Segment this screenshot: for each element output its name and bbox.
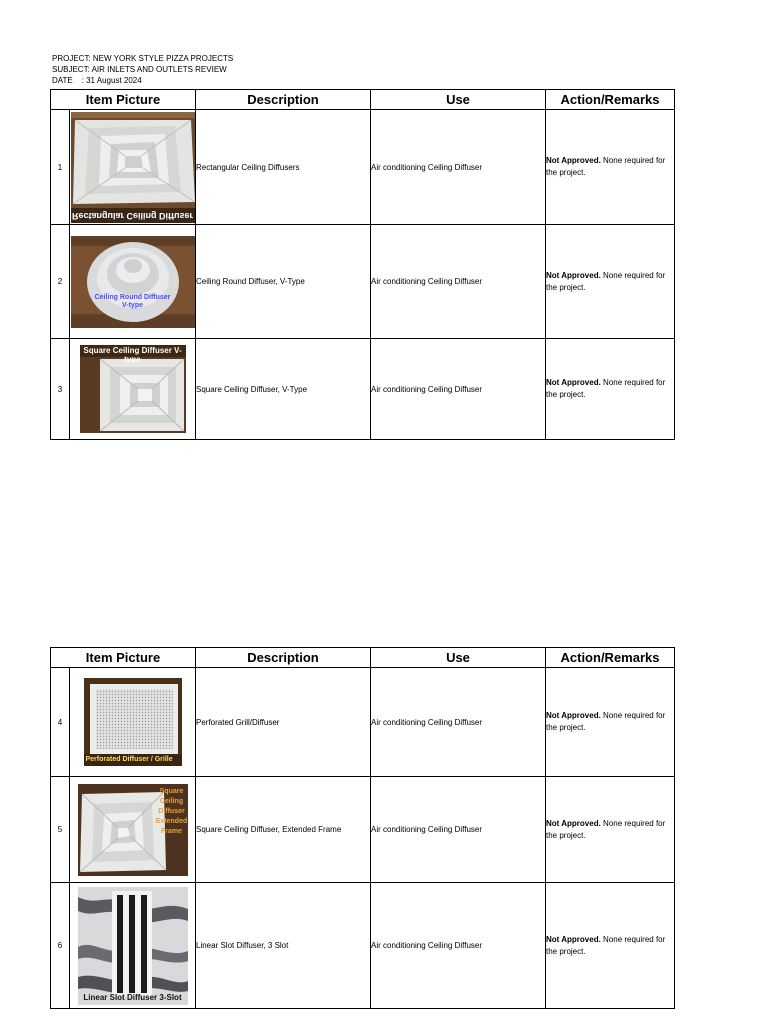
col-header-action: Action/Remarks	[546, 90, 675, 110]
item-description: Square Ceiling Diffuser, Extended Frame	[196, 777, 371, 883]
action-remark: None required for the project.	[546, 934, 666, 956]
item-picture-cell	[70, 339, 196, 440]
item-description: Square Ceiling Diffuser, V-Type	[196, 339, 371, 440]
table-row	[51, 668, 675, 777]
square-diffuser-photo-icon	[80, 345, 186, 433]
item-number: 4	[51, 668, 70, 777]
item-number: 2	[51, 225, 70, 339]
table-row	[51, 777, 675, 883]
action-remark: None required for the project.	[546, 156, 666, 177]
col-header-description: Description	[196, 90, 371, 110]
item-number: 3	[51, 339, 70, 440]
item-use: Air conditioning Ceiling Diffuser	[371, 225, 546, 339]
extended-frame-diffuser-photo-icon	[78, 784, 188, 876]
item-use: Air conditioning Ceiling Diffuser	[371, 339, 546, 440]
item-picture-cell	[70, 225, 196, 339]
item-description: Ceiling Round Diffuser, V-Type	[196, 225, 371, 339]
item-description: Rectangular Ceiling Diffusers	[196, 110, 371, 225]
action-status: Not Approved.	[546, 378, 601, 387]
item-action	[546, 777, 675, 883]
table-header-row	[51, 648, 675, 668]
table-row	[51, 339, 675, 440]
table-row	[51, 883, 675, 1009]
caption-line: Ceiling	[159, 797, 184, 805]
picture-caption: Perforated Diffuser / Grille	[85, 756, 173, 763]
item-number: 5	[51, 777, 70, 883]
item-picture-cell	[70, 777, 196, 883]
item-action	[546, 110, 675, 225]
item-use: Air conditioning Ceiling Diffuser	[371, 668, 546, 777]
caption-line: Diffuser	[158, 807, 185, 815]
item-picture-cell	[70, 668, 196, 777]
item-picture-cell	[70, 110, 196, 225]
date-line: DATE : 31 August 2024	[52, 76, 142, 85]
item-action	[546, 883, 675, 1009]
items-table-1	[50, 89, 675, 440]
col-header-action: Action/Remarks	[546, 648, 675, 668]
action-status: Not Approved.	[546, 156, 601, 165]
item-picture-cell	[70, 883, 196, 1009]
caption-line: Ceiling Round Diffuser	[94, 293, 171, 301]
perforated-grille-photo-icon	[84, 678, 182, 766]
picture-caption: Linear Slot Diffuser 3-Slot	[83, 992, 182, 1002]
items-table-2	[50, 647, 675, 1009]
col-header-picture: Item Picture	[51, 90, 196, 110]
col-header-description: Description	[196, 648, 371, 668]
caption-line: Frame	[160, 827, 182, 835]
item-use: Air conditioning Ceiling Diffuser	[371, 883, 546, 1009]
round-diffuser-photo-icon	[71, 236, 195, 328]
item-use: Air conditioning Ceiling Diffuser	[371, 110, 546, 225]
action-status: Not Approved.	[546, 270, 601, 280]
square-diffuser-photo-icon	[71, 112, 195, 223]
picture-caption: Square Ceiling Diffuser V-type	[83, 346, 182, 364]
item-action	[546, 668, 675, 777]
picture-caption	[71, 294, 195, 310]
action-status: Not Approved.	[546, 934, 601, 944]
project-line: PROJECT: NEW YORK STYLE PIZZA PROJECTS	[52, 54, 234, 63]
col-header-picture: Item Picture	[51, 648, 196, 668]
linear-slot-diffuser-photo-icon	[78, 887, 188, 1005]
action-status: Not Approved.	[546, 818, 601, 828]
document-header	[52, 53, 233, 86]
item-number: 1	[51, 110, 70, 225]
table-header-row	[51, 90, 675, 110]
table-row	[51, 225, 675, 339]
picture-caption	[156, 787, 188, 837]
action-status: Not Approved.	[546, 711, 601, 720]
caption-line: Extended	[155, 817, 188, 825]
picture-caption: Rectangular Ceiling Diffuser	[71, 210, 194, 221]
item-action	[546, 225, 675, 339]
action-remark: None required for the project.	[546, 711, 666, 732]
action-remark: None required for the project.	[546, 378, 666, 399]
subject-line: SUBJECT: AIR INLETS AND OUTLETS REVIEW	[52, 65, 227, 74]
item-use: Air conditioning Ceiling Diffuser	[371, 777, 546, 883]
action-remark: None required for the project.	[546, 818, 666, 840]
item-action	[546, 339, 675, 440]
caption-line: V-type	[121, 301, 143, 309]
action-remark: None required for the project.	[546, 270, 666, 292]
table-row	[51, 110, 675, 225]
item-number: 6	[51, 883, 70, 1009]
col-header-use: Use	[371, 90, 546, 110]
item-description: Perforated Grill/Diffuser	[196, 668, 371, 777]
col-header-use: Use	[371, 648, 546, 668]
caption-line: Square	[159, 787, 184, 795]
item-description: Linear Slot Diffuser, 3 Slot	[196, 883, 371, 1009]
